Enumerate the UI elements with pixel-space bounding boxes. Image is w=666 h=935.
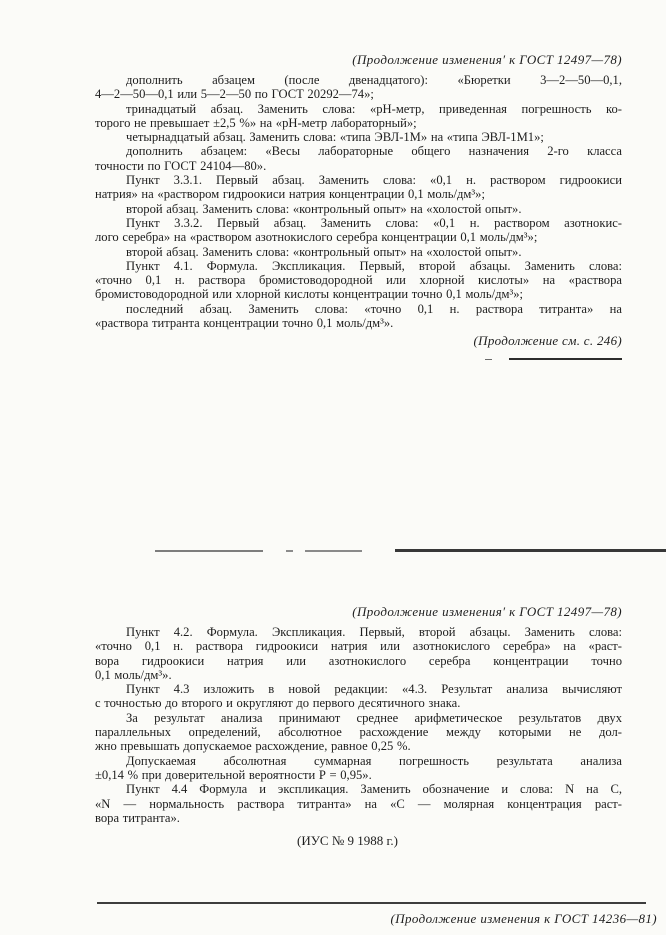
text-line: 0,1 моль/дм³». [95, 667, 172, 682]
paragraph-block-lower [95, 625, 622, 825]
text-line: За результат анализа принимают среднее арифметическое результатов двух [126, 710, 622, 725]
text-line: параллельных определений, абсолютное расхождение между которыми не дол- [95, 725, 622, 740]
running-head-lower: (Продолжение изменения′ к ГОСТ 12497—78) [352, 604, 622, 619]
section-gost-12497-upper [95, 52, 622, 360]
text-line: лого серебра» на «раствором азотнокислого серебра концентрации 0,1 моль/дм³»; [95, 230, 538, 245]
text-line: второй абзац. Заменить слова: «контрольный опыт» на «холостой опыт». [126, 201, 522, 216]
text-line: 4—2—50—0,1 или 5—2—50 по ГОСТ 20292—74»; [95, 87, 374, 102]
paragraph [95, 711, 622, 754]
rule-tick-mark [485, 359, 492, 360]
scan-artifact-line [286, 550, 293, 552]
text-line: жно превышать допускаемое расхождение, равное 0,25 %. [95, 739, 411, 754]
text-line: последний абзац. Заменить слова: «точно 0,1 н. раствора титранта» на [126, 301, 622, 316]
paragraph [95, 782, 622, 825]
text-line: второй абзац. Заменить слова: «контрольный опыт» на «холостой опыт». [126, 244, 522, 259]
scan-artifact-line [155, 550, 263, 552]
text-line: Пункт 4.4 Формула и экспликация. Заменить обозначение и слова: N на С, [126, 782, 622, 797]
running-head-upper: (Продолжение изменения′ к ГОСТ 12497—78) [352, 52, 622, 67]
text-line: тринадцатый абзац. Заменить слова: «рН-метр, приведенная погрешность ко- [126, 101, 622, 116]
paragraph [95, 173, 622, 202]
text-line: дополнить абзацем (после двенадцатого): «Бюретки 3—2—50—0,1, [126, 73, 622, 87]
page-bottom-rule [97, 902, 646, 904]
text-line: Пункт 4.3 изложить в новой редакции: «4.3. Результат анализа вычисляют [126, 682, 622, 697]
scan-artifact-line [305, 550, 362, 552]
text-line: Пункт 3.3.1. Первый абзац. Заменить слова: «0,1 н. раствором гидроокиси [126, 173, 622, 188]
paragraph [95, 102, 622, 131]
scan-artifact-line [395, 549, 666, 552]
text-line: вора гидроокиси натрия или азотнокислого серебра концентрации точно [95, 653, 622, 668]
paragraph [95, 245, 622, 259]
text-line: с точностью до второго и округляют до первого десятичного знака. [95, 696, 461, 711]
section-end-rule [95, 358, 622, 360]
text-line: четырнадцатый абзац. Заменить слова: «типа ЭВЛ-1М» на «типа ЭВЛ-1М1»; [126, 130, 544, 145]
continuation-note: (Продолжение см. с. 246) [473, 333, 622, 349]
text-line: «точно 0,1 н. раствора бромистоводородной или хлорной кислоты» на «раствора [95, 273, 622, 288]
text-line: Пункт 3.3.2. Первый абзац. Заменить слова: «0,1 н. раствором азотнокис- [126, 215, 622, 230]
text-line: дополнить абзацем: «Весы лабораторные общего назначения 2-го класса [126, 144, 622, 159]
page-footer-note: (Продолжение изменения к ГОСТ 14236—81) [390, 911, 657, 926]
text-line: торого не превышает ±2,5 %» на «рН-метр лабораторный»; [95, 115, 417, 130]
paragraph [95, 144, 622, 173]
paragraph [95, 682, 622, 711]
text-line: ±0,14 % при доверительной вероятности Р = 0,95». [95, 767, 372, 782]
text-line: Пункт 4.2. Формула. Экспликация. Первый, второй абзацы. Заменить слова: [126, 625, 622, 639]
paragraph [95, 754, 622, 783]
paragraph-block-upper [95, 73, 622, 330]
paragraph [95, 302, 622, 331]
text-line: натрия» на «раствором гидроокиси натрия концентрации 0,1 моль/дм³»; [95, 187, 485, 202]
text-line: Допускаемая абсолютная суммарная погрешность результата анализа [126, 753, 622, 768]
paragraph [95, 216, 622, 245]
paragraph [95, 130, 622, 144]
text-line: бромистоводородной или хлорной кислоты концентрации точно 0,1 моль/дм³»; [95, 287, 524, 302]
text-line: «раствора титранта концентрации точно 0,1 моль/дм³». [95, 316, 394, 331]
paragraph [95, 625, 622, 682]
text-line: «N — нормальность раствора титранта» на «С — молярная концентрация раст- [95, 796, 622, 811]
section-gost-12497-lower [95, 604, 622, 849]
paragraph [95, 73, 622, 102]
rule-line [509, 358, 622, 360]
text-line: Пункт 4.1. Формула. Экспликация. Первый, второй абзацы. Заменить слова: [126, 258, 622, 273]
text-line: точности по ГОСТ 24104—80». [95, 158, 267, 173]
issue-note: (ИУС № 9 1988 г.) [297, 833, 398, 849]
paragraph [95, 202, 622, 216]
text-line: «точно 0,1 н. раствора гидроокиси натрия или азотнокислого серебра» на «раст- [95, 639, 622, 654]
text-line: вора титранта». [95, 810, 180, 825]
paragraph [95, 259, 622, 302]
